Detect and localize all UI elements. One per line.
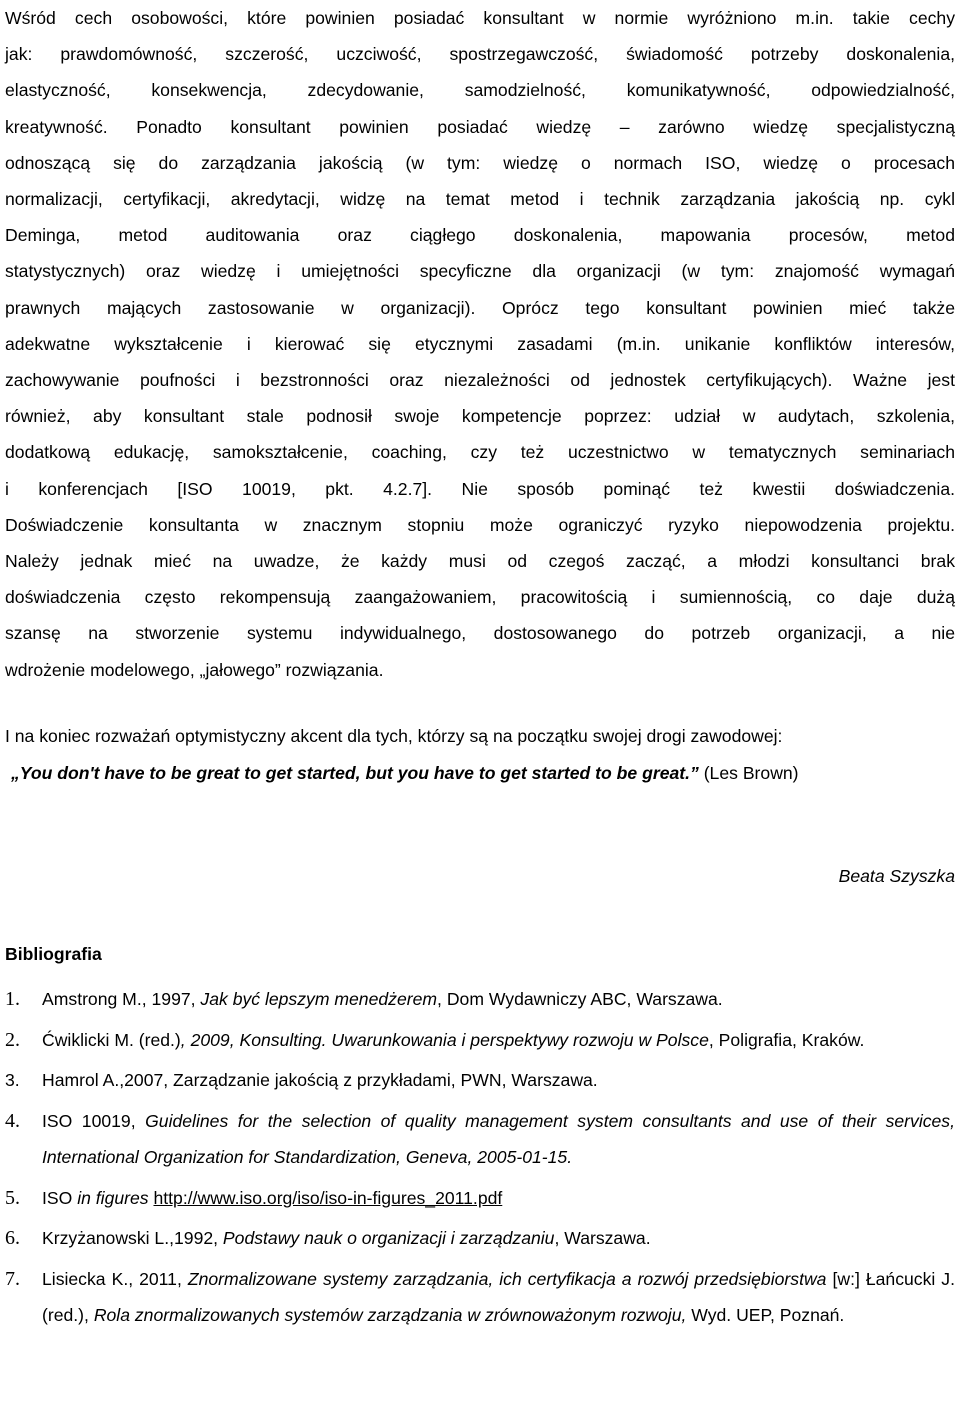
bibliography-item-text (42, 1062, 955, 1099)
paragraph-line: odnoszącą się do zarządzania jakością (w tym: wiedzę o normach ISO, wiedzę o procesach (5, 152, 955, 173)
reference-text-segment: , 2009, Konsulting. Uwarunkowania i perspektywy rozwoju w Polsce (180, 1029, 709, 1050)
reference-text-segment: Guidelines for the selection of quality management system consultants and use of their services, International Organization for Standardization, Geneva, 2005-01-15. (42, 1110, 955, 1167)
bibliography-item (5, 1062, 955, 1099)
reference-link[interactable]: http://www.iso.org/iso/iso-in-figures_2011.pdf (153, 1187, 503, 1208)
reference-text-segment: in figures (77, 1187, 149, 1208)
reference-text-segment: Lisiecka K., 2011, (42, 1268, 188, 1289)
reference-text-segment: Ćwiklicki M. (red.) (42, 1029, 181, 1050)
author-signature: Beata Szyszka (838, 866, 955, 886)
bibliography-item-text (42, 1220, 955, 1257)
paragraph-line: szansę na stworzenie systemu indywidualnego, dostosowanego do potrzeb organizacji, a nie (5, 623, 955, 644)
reference-text-segment: Znormalizowane systemy zarządzania, ich certyfikacja a rozwój przedsiębiorstwa (187, 1268, 827, 1289)
paragraph-line: i konferencjach [ISO 10019, pkt. 4.2.7]. Nie sposób pominąć też kwestii doświadczenia. (5, 478, 955, 499)
bibliography-item-number: 4. (5, 1109, 20, 1132)
paragraph-line: Należy jednak mieć na uwadze, że każdy musi od czegoś zacząć, a młodzi konsultanci brak (5, 551, 955, 572)
bibliography-list (5, 981, 955, 1338)
paragraph-line: statystycznych) oraz wiedzę i umiejętności specyficzne dla organizacji (w tym: znajomość wymagań (5, 261, 955, 282)
bibliography-item-number: 2. (5, 1028, 20, 1051)
bibliography-item (5, 1103, 955, 1176)
paragraph-line: prawnych mających zastosowanie w organizacji). Oprócz tego konsultant powinien mieć także (5, 297, 955, 318)
bibliography-item-text (42, 1261, 955, 1334)
bibliography-heading: Bibliografia (5, 944, 102, 964)
reference-text-segment: , Warszawa. (554, 1228, 651, 1248)
paragraph-line: Doświadczenie konsultanta w znacznym stopniu może ograniczyć ryzyko niepowodzenia projektu. (5, 514, 955, 535)
paragraph-line: dodatkową edukację, samokształcenie, coaching, czy też uczestnictwo w tematycznych seminariach (5, 442, 955, 463)
reference-text-segment: , Poligrafia, Kraków. (708, 1029, 865, 1050)
paragraph-line: doświadczenia często rekompensują zaangażowaniem, pracowitością i sumiennością, co daje dużą (5, 587, 955, 608)
paragraph-line: jak: prawdomówność, szczerość, uczciwość, spostrzegawczość, świadomość potrzeby doskonalenia, (5, 44, 955, 65)
closing-intro-text: I na koniec rozważań optymistyczny akcent dla tych, którzy są na początku swojej drogi zawodowej: (5, 726, 783, 746)
reference-text-segment: Hamrol A.,2007, Zarządzanie jakością z przykładami, PWN, Warszawa. (42, 1070, 598, 1090)
reference-text-segment: ISO (42, 1187, 78, 1208)
reference-text-segment: Krzyżanowski L.,1992, (42, 1228, 223, 1248)
bibliography-item (5, 981, 955, 1018)
bibliography-item-number: 3. (5, 1070, 20, 1090)
paragraph-line: Wśród cech osobowości, które powinien posiadać konsultant w normie wyróżniono m.in. takie cechy (5, 8, 955, 28)
bibliography-item-text (42, 981, 955, 1018)
reference-text-segment: Rola znormalizowanych systemów zarządzania w zrównoważonym rozwoju, (93, 1305, 687, 1325)
paragraph-line: zachowywanie poufności i bezstronności oraz niezależności od jednostek certyfikujących). Ważne jest (5, 370, 955, 391)
paragraph-line: adekwatne wykształcenie i kierować się etycznymi zasadami (m.in. unikanie konfliktów interesów, (5, 333, 955, 354)
reference-text-segment: [w:] Łańcucki J. (red.), (42, 1268, 955, 1325)
bibliography-item-text (42, 1103, 955, 1176)
paragraph-line: Deminga, metod auditowania oraz ciągłego doskonalenia, mapowania procesów, metod (5, 225, 955, 246)
paragraph-line: również, aby konsultant stale podnosił swoje kompetencje poprzez: udział w audytach, szkolenia, (5, 406, 955, 427)
paragraph-line: wdrożenie modelowego, „jałowego” rozwiązania. (5, 659, 384, 680)
reference-text-segment: ISO 10019, (42, 1110, 146, 1131)
reference-text-segment: Wyd. UEP, Poznań. (686, 1305, 845, 1325)
reference-text-segment: , Dom Wydawniczy ABC, Warszawa. (437, 989, 723, 1009)
bibliography-item (5, 1261, 955, 1334)
paragraph-line: elastyczność, konsekwencja, zdecydowanie, samodzielność, komunikatywność, odpowiedzialność, (5, 80, 955, 101)
reference-text-segment: Podstawy nauk o organizacji i zarządzaniu (222, 1228, 555, 1248)
bibliography-item-number: 1. (5, 988, 20, 1010)
bibliography-item-text (42, 1180, 955, 1217)
bibliography-item-number: 6. (5, 1227, 20, 1249)
paragraph-line: normalizacji, certyfikacji, akredytacji, widzę na temat metod i technik zarządzania jakością np. cykl (5, 189, 955, 210)
paragraph-line: kreatywność. Ponadto konsultant powinien posiadać wiedzę – zarówno wiedzę specjalistyczną (5, 116, 955, 137)
bibliography-item-number: 7. (5, 1267, 20, 1290)
reference-text-segment: Amstrong M., 1997, (42, 989, 201, 1009)
bibliography-item-number: 5. (5, 1186, 20, 1209)
quote-author: (Les Brown) (703, 763, 799, 783)
quote-text: „You don't have to be great to get started, but you have to get started to be great.” (11, 763, 699, 783)
bibliography-item (5, 1022, 955, 1059)
quote-line (5, 755, 955, 791)
bibliography-item-text (42, 1022, 955, 1059)
reference-text-segment: Jak być lepszym menedżerem (200, 989, 438, 1009)
bibliography-item (5, 1180, 955, 1217)
main-paragraph (5, 0, 955, 688)
bibliography-item (5, 1220, 955, 1257)
